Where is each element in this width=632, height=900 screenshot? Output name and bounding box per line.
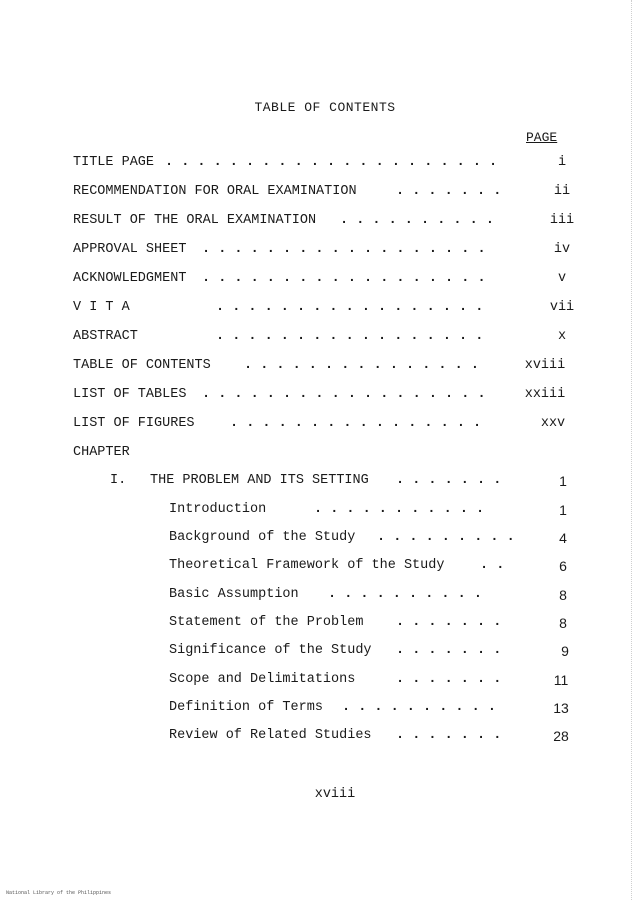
page-number: xviii [314,787,356,802]
scan-note: National Library of the Philippines [6,890,112,896]
entry-label: RECOMMENDATION FOR ORAL EXAMINATION [73,184,357,199]
dot-leader: . . . . . . . [396,643,502,658]
dot-leader: . . . . . . . . . . . . . . . . . [216,329,484,344]
entry-label: TABLE OF CONTENTS [73,358,211,373]
section-label: Introduction [169,502,267,517]
entry-label: V I T A [73,300,130,315]
entry-page: iii [549,213,575,228]
dot-leader: . . . . . . . . . . . . . . . . . . . . . [165,155,498,170]
toc-entry [0,300,632,320]
page-column-label: PAGE [526,130,558,145]
toc-entry [0,329,632,349]
entry-page: 9 [561,643,569,659]
entry-label: LIST OF TABLES [73,387,187,402]
entry-page: vii [549,300,575,315]
entry-label: APPROVAL SHEET [73,242,187,257]
dot-leader: . . . . . . . . . . . . . . . . . . [202,242,486,257]
toc-entry [0,242,632,262]
section-label: Basic Assumption [169,587,299,602]
entry-page: 1 [559,473,567,489]
entry-page: 4 [559,530,567,546]
toc-entry [0,271,632,291]
section-entry [0,643,632,663]
section-entry [0,728,632,748]
chapter-heading [0,445,632,465]
chapter-title: THE PROBLEM AND ITS SETTING [150,473,369,488]
toc-entry [0,213,632,233]
toc-heading: TABLE OF CONTENTS [254,100,396,115]
entry-page: xxiii [524,387,566,402]
dot-leader: . . . . . . . . . . [340,213,494,228]
dot-leader: . . . . . . . . . . . . . . . . . . [202,387,486,402]
entry-page: i [557,155,567,170]
section-label: Scope and Delimitations [169,672,356,687]
chapter-entry [0,473,632,493]
dot-leader: . . . . . . . . . . . . . . . . [230,416,482,431]
entry-page: v [557,271,567,286]
section-label: Statement of the Problem [169,615,364,630]
entry-label: ACKNOWLEDGMENT [73,271,187,286]
entry-label: RESULT OF THE ORAL EXAMINATION [73,213,317,228]
entry-label: ABSTRACT [73,329,138,344]
section-label: Theoretical Framework of the Study [169,558,445,573]
section-label: Background of the Study [169,530,356,545]
toc-entry [0,358,632,378]
entry-page: 28 [553,728,569,744]
entry-page: iv [553,242,571,257]
dot-leader: . . . . . . . [396,728,502,743]
section-entry [0,530,632,550]
chapter-label: CHAPTER [73,445,130,460]
entry-page: 13 [553,700,569,716]
section-entry [0,700,632,720]
entry-page: x [557,329,567,344]
section-entry [0,672,632,692]
section-label: Significance of the Study [169,643,372,658]
dot-leader: . . . . . . . . . . . . . . . [244,358,479,373]
dot-leader: . . . . . . . . . . . [314,502,485,517]
toc-entry [0,387,632,407]
dot-leader: . . . . . . . [396,672,502,687]
dot-leader: . . . . . . . . . . [328,587,482,602]
entry-label: LIST OF FIGURES [73,416,195,431]
section-entry [0,615,632,635]
section-label: Review of Related Studies [169,728,372,743]
entry-page: 1 [559,502,567,518]
entry-page: 11 [553,672,569,688]
section-label: Definition of Terms [169,700,323,715]
entry-page: xviii [524,358,566,373]
toc-entry [0,155,632,175]
dot-leader: . . . . . . . . . [377,530,515,545]
entry-page: ii [553,184,571,199]
entry-page: 8 [559,615,567,631]
section-entry [0,558,632,578]
dot-leader: . . . . . . . . . . . . . . . . . [216,300,484,315]
entry-label: TITLE PAGE [73,155,155,170]
dot-leader: . . . . . . . [396,473,502,488]
dot-leader: . . . . . . . [396,615,502,630]
entry-page: xxv [540,416,566,431]
toc-entry [0,184,632,204]
section-entry [0,587,632,607]
dot-leader: . . . . . . . [396,184,502,199]
entry-page: 6 [559,558,567,574]
dot-leader: . . [480,558,505,573]
dot-leader: . . . . . . . . . . [342,700,496,715]
dot-leader: . . . . . . . . . . . . . . . . . . [202,271,486,286]
toc-entry [0,416,632,436]
section-entry [0,502,632,522]
entry-page: 8 [559,587,567,603]
chapter-number: I. [110,473,127,488]
